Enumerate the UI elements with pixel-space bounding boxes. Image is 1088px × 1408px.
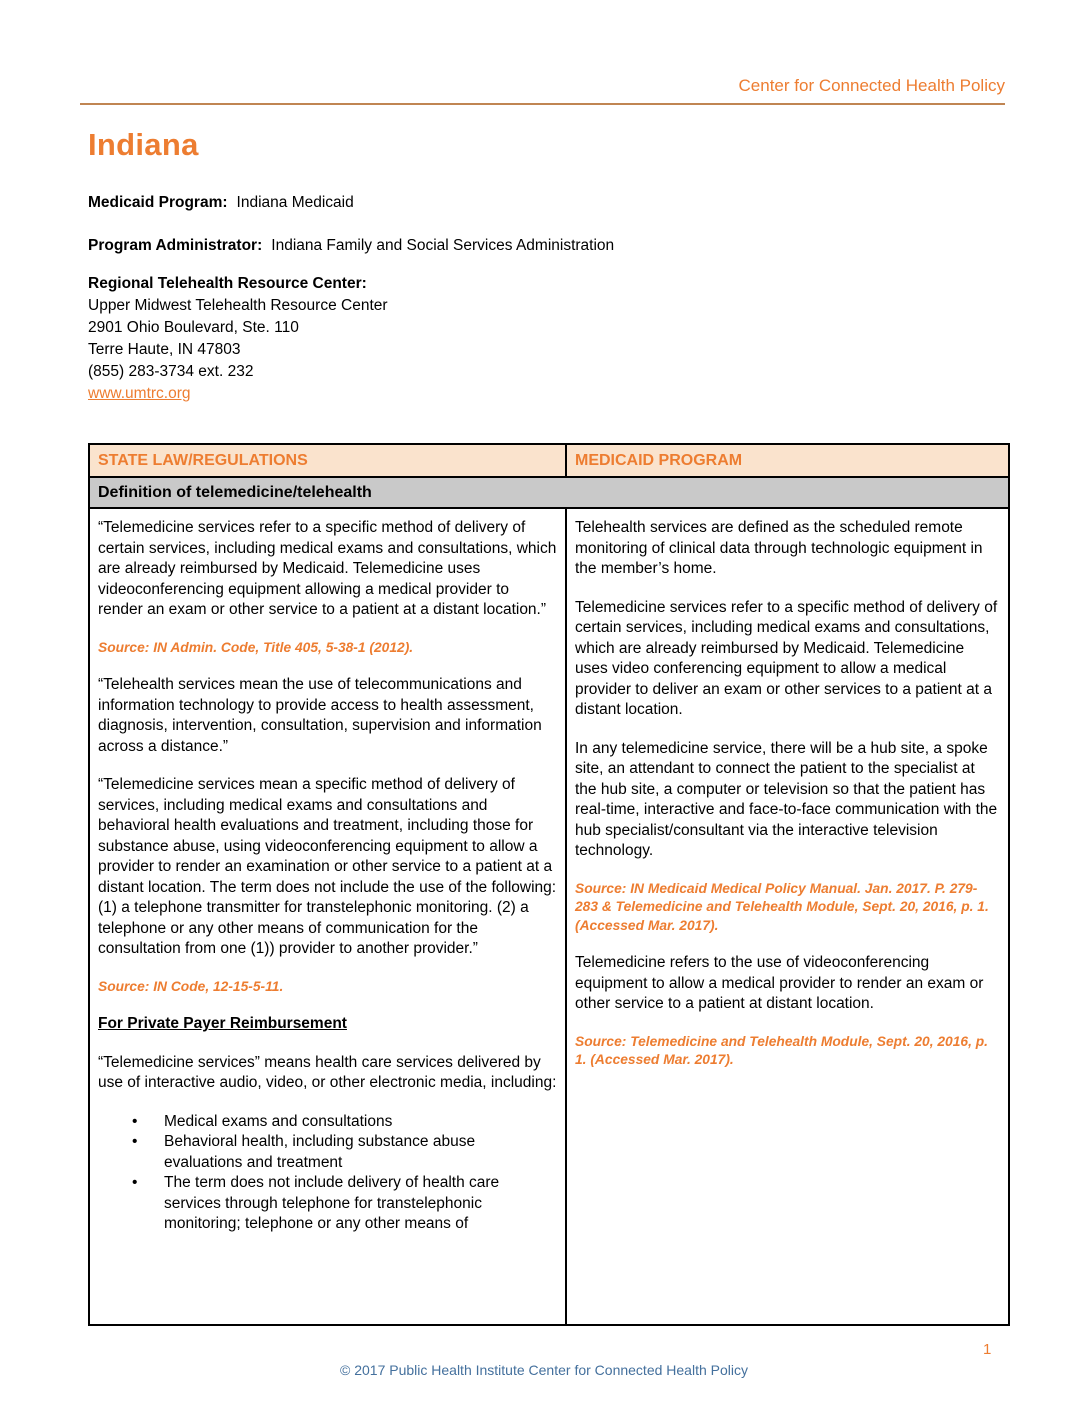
bullet-item: • Behavioral health, including substance abuse evaluations and treatment <box>164 1132 557 1173</box>
resource-center-line: Terre Haute, IN 47803 <box>88 341 241 358</box>
column-header-medicaid-program: MEDICAID PROGRAM <box>566 444 1009 477</box>
paragraph: “Telehealth services mean the use of telecommunications and information technology to provide access to health assessment, diagnosis, intervention, consultation, supervision and information across a distance.” <box>98 676 542 755</box>
resource-center-block <box>88 273 388 405</box>
info-label: Program Administrator: <box>88 237 263 254</box>
paragraph: In any telemedicine service, there will be a hub site, a spoke site, an attendant to connect the patient to the specialist at the hub site, a computer or television so that the patient has real-time, interactive and face-to-face communication with the hub specialist/consultant via the interactive television technology. <box>575 739 998 859</box>
source-citation: Source: Telemedicine and Telehealth Module, Sept. 20, 2016, p. 1. (Accessed Mar. 2017). <box>575 1033 989 1067</box>
paragraph: Telemedicine refers to the use of videoconferencing equipment to allow a medical provider to render an exam or other service to a patient at distant location. <box>575 954 984 1012</box>
policy-table <box>88 443 1010 1326</box>
resource-center-line: (855) 283-3734 ext. 232 <box>88 363 254 380</box>
bullet-item: • The term does not include delivery of health care services through telephone for transtelephonic monitoring; telephone or any other means of <box>164 1173 557 1235</box>
info-value: Indiana Medicaid <box>236 194 354 211</box>
bullet-list <box>98 1112 557 1235</box>
resource-center-link[interactable]: www.umtrc.org <box>88 385 191 402</box>
source-citation: Source: IN Admin. Code, Title 405, 5-38-1 (2012). <box>98 639 414 655</box>
source-citation: Source: IN Code, 12-15-5-11. <box>98 978 284 994</box>
info-line-medicaid-program <box>88 194 354 212</box>
medicaid-program-cell <box>566 508 1009 1325</box>
footer-copyright: © 2017 Public Health Institute Center for Connected Health Policy <box>340 1362 748 1378</box>
info-value: Indiana Family and Social Services Administration <box>271 237 615 254</box>
bullet-item: • Medical exams and consultations <box>164 1112 557 1133</box>
state-law-cell <box>89 508 566 1325</box>
section-header-definition: Definition of telemedicine/telehealth <box>89 477 1009 508</box>
source-citation: Source: IN Medicaid Medical Policy Manual. Jan. 2017. P. 279-283 & Telemedicine and Telehealth Module, Sept. 20, 2016, p. 1. (Accessed Mar. 2017). <box>575 880 989 933</box>
page-title: Indiana <box>88 127 199 162</box>
info-label: Medicaid Program: <box>88 194 228 211</box>
paragraph: “Telemedicine services” means health care services delivered by use of interactive audio, video, or other electronic media, including: <box>98 1053 557 1091</box>
paragraph: “Telemedicine services mean a specific method of delivery of services, including medical exams and consultations and behavioral health evaluations and treatment, including those for substance abuse, using videoconferencing equipment to allow a provider to render an examination or other service to a patient at a distant location. The term does not include the use of the following: (1) a telephone transmitter for transtelephonic monitoring. (2) a telephone or any other means of communication for the consultation from one (1)) provider to another provider.” <box>98 776 557 957</box>
paragraph: “Telemedicine services refer to a specific method of delivery of certain services, including medical exams and consultations, which are already reimbursed by Medicaid. Telemedicine uses videoconferencing equipment allowing a medical provider to render an exam or other service to a patient at a distant location.” <box>98 519 557 618</box>
page-header <box>80 76 1005 105</box>
resource-center-label: Regional Telehealth Resource Center: <box>88 275 367 292</box>
paragraph: Telemedicine services refer to a specific method of delivery of certain services, including medical exams and consultations, which are already reimbursed by Medicaid. Telemedicine uses video conferencing equipment to allow a medical provider to deliver an exam or other services to a patient at a distant location. <box>575 598 998 718</box>
subsection-heading: For Private Payer Reimbursement <box>98 1015 347 1032</box>
resource-center-line: Upper Midwest Telehealth Resource Center <box>88 297 388 314</box>
resource-center-line: 2901 Ohio Boulevard, Ste. 110 <box>88 319 299 336</box>
page-number: 1 <box>983 1341 992 1358</box>
info-line-program-administrator <box>88 237 614 255</box>
paragraph: Telehealth services are defined as the scheduled remote monitoring of clinical data through technologic equipment in the member’s home. <box>575 519 983 577</box>
column-header-state-law: STATE LAW/REGULATIONS <box>89 444 566 477</box>
org-name: Center for Connected Health Policy <box>738 76 1005 95</box>
